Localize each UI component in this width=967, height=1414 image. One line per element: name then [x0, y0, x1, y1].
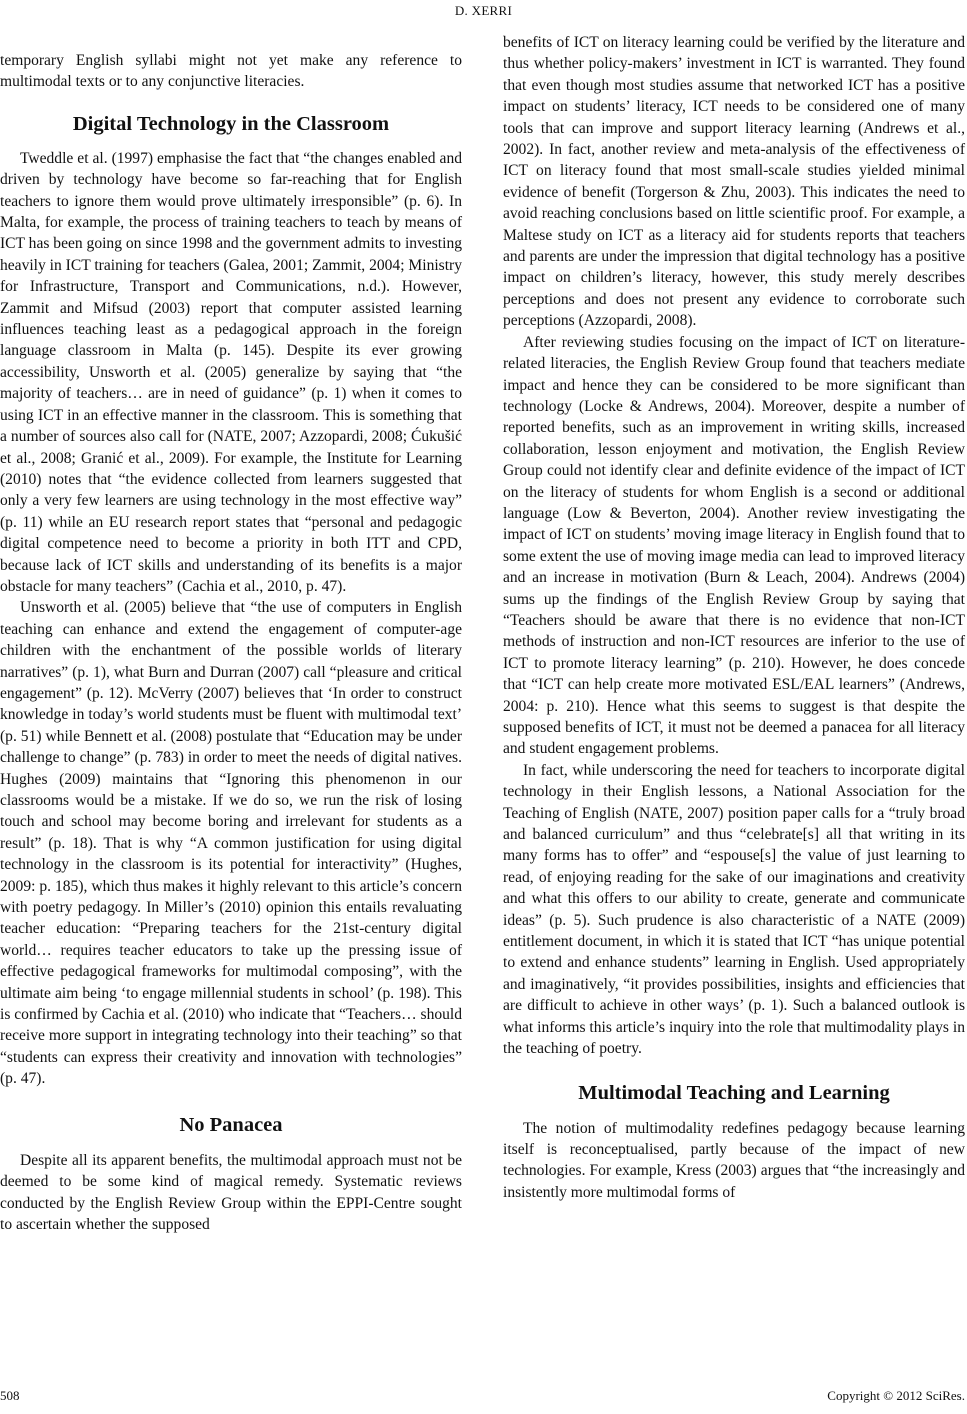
paragraph-continued: benefits of ICT on literacy learning could be verified by the literature and thus whether policy-makers’ investment in ICT is warranted. They found that even though most studies assume that networked ICT has a positive impact on students’ literacy, ICT needs to be considered one of many tools that can improve and support literacy learning (Andrews et al., 2002). In fact, another review and meta-analysis of the effectiveness of ICT on literacy found that most small-scale studies yielded minimal evidence of benefit (Torgerson & Zhu, 2003). This indicates the need to avoid reaching conclusions based on little scientific proof. For example, a Maltese study on ICT as a literacy aid for students reports that teachers and parents are under the impression that digital technology has a positive impact on children’s literacy, however, this study merely describes perceptions and does not present any evidence to corroborate such perceptions (Azzopardi, 2008). [503, 34, 965, 330]
paragraph-unsworth: Unsworth et al. (2005) believe that “the use of computers in English teaching can enhance and extend the engagement of computer-age children with the enchantment of the possible worlds of literary narratives” (p. 1), what Burn and Durran (2007) call “pleasure and critical engagement” (p. 12). McVerry (2007) believes that ‘In order to construct knowledge in today’s world students must be fluent with multimodal text’ (p. 51) while Bennett et al. (2008) postulate that “Education may be under challenge to change” (p. 783) in order to meet the needs of digital natives. Hughes (2009) maintains that “Ignoring this phenomenon in our classrooms would be a mistake. If we do so, we run the risk of losing touch and school may become boring and irrelevant for students as a result” (p. 18). That is why “A common justification for using digital technology in the classroom is its potential for interactivity” (Hughes, 2009: p. 185), which thus makes it highly relevant to this article’s concern with poetry pedagogy. In Miller’s (2010) opinion this entails revaluating teacher education: “Preparing teachers for the 21st-century digital world… requires teacher educators to take up the pressing issue of effective pedagogical frameworks for multimodal composing”, with the ultimate aim being ‘to engage millennial students in school’ (p. 198). This is confirmed by Cachia et al. (2010) who indicate that “Teachers… should receive more support in integrating technology into their teaching” so that “students can express their creativity and innovation with technologies” (p. 47). [0, 599, 462, 1088]
paragraph-intro: temporary English syllabi might not yet make any reference to multimodal texts or to any conjunctive literacies. [0, 52, 462, 91]
paragraph-panacea: Despite all its apparent benefits, the multimodal approach must not be deemed to be some kind of magical remedy. Systematic reviews conducted by the English Review Group within the EPPI-Centre sought to ascertain whether the supposed [0, 1151, 462, 1233]
section-heading-multimodal-teaching: Multimodal Teaching and Learning [578, 1081, 890, 1104]
page-number: 508 [0, 1388, 20, 1403]
section-heading-no-panacea: No Panacea [179, 1113, 283, 1136]
paragraph-multimodality: The notion of multimodality redefines pedagogy because learning itself is reconceptualised, partly because of the impact of new technologies. For example, Kress (2003) argues that “the increasingly and insistently more multimodal forms of [503, 1119, 965, 1201]
paragraph-after-reviewing: After reviewing studies focusing on the impact of ICT on literature-related literacies, the English Review Group found that teachers mediate impact and hence they can be considered to be more significant than technology (Locke & Andrews, 2004). Moreover, despite a number of reported benefits, such as an improvement in writing skills, increased collaboration, lesson enjoyment and motivation, the English Review Group could not identify clear and definite evidence of the impact of ICT on the literacy of students for whom English is a second or additional language (Low & Beverton, 2004). Another review investigating the impact of ICT on students’ moving image literacy in English found that to some extent the use of moving image media can lead to improved literacy and an increase in motivation (Burn & Leach, 2004). Andrews (2004) sums up the findings of the English Review Group by saying that “Teachers should be aware that there is no evidence that non-ICT methods of instruction and non-ICT resources are inferior to the use of ICT to promote literacy learning” (p. 210). However, he does concede that “ICT can help create more motivated ESL/EAL learners” (Andrews, 2004: p. 210). Hence what this seems to suggest is that despite the supposed benefits of ICT, it must not be deemed a panacea for all literacy and student engagement problems. [503, 333, 965, 758]
paragraph-in-fact: In fact, while underscoring the need for teachers to incorporate digital technology in their English lessons, a National Association for the Teaching of English (NATE, 2007) position paper calls for a “truly broad and balanced curriculum” and thus “celebrate[s] all that writing in its many forms has to offer” and “espouse[s] the value of just learning to read, of enjoying reading for the sake of our imaginations and creativity and what this offers to our ability to create, generate and communicate ideas” (p. 5). Such prudence is also characteristic of a NATE (2009) entitlement document, in which it is stated that ICT “has unique potential to extend and enhance students” learning in English. Used appropriately and imaginatively, “it provides possibilities, insights and efficiencies that are difficult to achieve in other ways’ (p. 1). Such a balanced outlook is what informs this article’s inquiry into the role that multimodality plays in the teaching of poetry. [503, 761, 965, 1058]
running-head: D. XERRI [454, 3, 513, 18]
paragraph-tweddle: Tweddle et al. (1997) emphasise the fact that “the changes enabled and driven by technology have become so far-reaching that for English teachers to ignore them would prove ultimately irresponsible” (p. 6). In Malta, for example, the process of training teachers to teach by means of ICT has been going on since 1998 and the government admits to investing heavily in ICT training for teachers (Galea, 2001; Zammit, 2004; Ministry for Infrastructure, Transport and Communications, n.d.). However, Zammit and Mifsud (2003) report that computer assisted learning influences teaching least as a pedagogical approach in the foreign language classroom in Malta (p. 145). Despite its ever growing accessibility, Unsworth et al. (2005) generalize by saying that “the majority of teachers… are in need of guidance” (p. 1) when it comes to using ICT in an effective manner in the classroom. This is something that a number of sources also call for (NATE, 2007; Azzopardi, 2008; Ćukušić et al., 2008; Granić et al., 2009). For example, the Institute for Learning (2010) notes that “the evidence collected from learners suggested that only a very few learners are using technology in the most effective way” (p. 11) while an EU research report states that “personal and pedagogic digital competence need to become a priority in both ITT and CPD, because lack of ICT skills and understanding of its benefits is a major obstacle for many teachers” (Cachia et al., 2010, p. 47). [0, 149, 462, 595]
section-heading-digital-technology: Digital Technology in the Classroom [72, 112, 390, 135]
copyright-notice: Copyright © 2012 SciRes. [827, 1388, 965, 1403]
right-column [503, 32, 965, 1203]
left-column [0, 50, 462, 1235]
